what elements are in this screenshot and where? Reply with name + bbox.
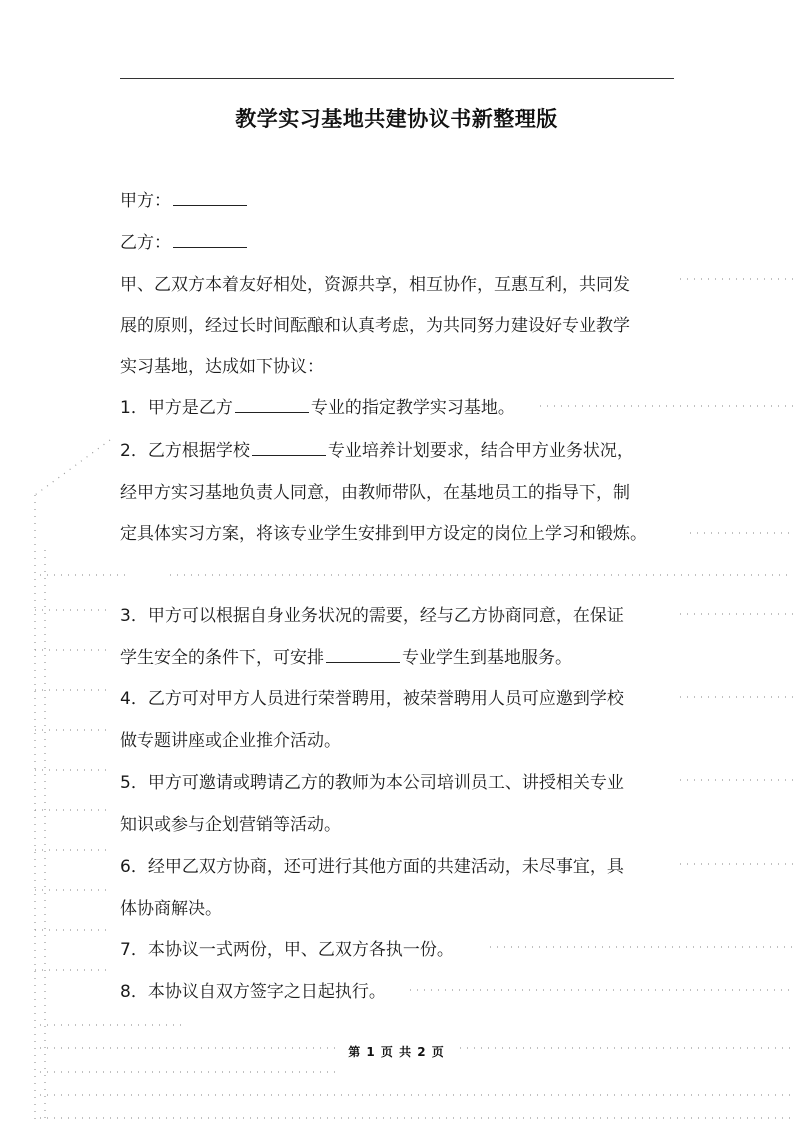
clause-text: 专业培养计划要求，结合甲方业务状况， [327, 441, 634, 461]
school-blank [252, 439, 326, 456]
clause-text: 专业学生到基地服务。 [402, 648, 572, 668]
clause-4-line: 做专题讲座或企业推介活动。 [120, 731, 341, 751]
clause-7: 7．本协议一式两份，甲、乙双方各执一份。 [120, 940, 454, 960]
page-number: 第 1 页 共 2 页 [348, 1045, 445, 1059]
header-rule [120, 78, 674, 79]
party-b-blank [173, 231, 247, 248]
clause-3: 3．甲方可以根据自身业务状况的需要，经与乙方协商同意，在保证 [120, 606, 624, 626]
clause-2-line: 经甲方实习基地负责人同意，由教师带队，在基地员工的指导下，制 [120, 483, 630, 503]
document-title: 教学实习基地共建协议书新整理版 [235, 107, 558, 131]
intro-line: 甲、乙双方本着友好相处，资源共享，相互协作，互惠互利，共同发 [120, 275, 630, 295]
party-a-label: 甲方： [120, 191, 171, 211]
clause-4: 4．乙方可对甲方人员进行荣誉聘用，被荣誉聘用人员可应邀到学校 [120, 689, 624, 709]
party-a-blank [173, 189, 247, 206]
clause-text: 专业的指定教学实习基地。 [310, 398, 515, 418]
clause-2 [120, 439, 634, 463]
major-blank [235, 396, 309, 413]
clause-5: 5．甲方可邀请或聘请乙方的教师为本公司培训员工、讲授相关专业 [120, 773, 624, 793]
clause-text: 1．甲方是乙方 [120, 398, 233, 418]
clause-5-line: 知识或参与企划营销等活动。 [120, 815, 341, 835]
clause-3-line [120, 646, 572, 670]
intro-line: 展的原则，经过长时间酝酿和认真考虑，为共同努力建设好专业教学 [120, 316, 630, 336]
clause-text: 2．乙方根据学校 [120, 441, 250, 461]
party-b-line [120, 231, 249, 255]
major-blank [326, 646, 400, 663]
clause-6-line: 体协商解决。 [120, 899, 222, 919]
clause-6: 6．经甲乙双方协商，还可进行其他方面的共建活动，未尽事宜，具 [120, 857, 624, 877]
party-b-label: 乙方： [120, 233, 171, 253]
clause-text: 学生安全的条件下，可安排 [120, 648, 324, 668]
intro-line: 实习基地，达成如下协议： [120, 357, 324, 377]
clause-1 [120, 396, 515, 420]
party-a-line [120, 189, 249, 213]
clause-8: 8．本协议自双方签字之日起执行。 [120, 982, 386, 1002]
clause-2-line: 定具体实习方案，将该专业学生安排到甲方设定的岗位上学习和锻炼。 [120, 524, 647, 544]
